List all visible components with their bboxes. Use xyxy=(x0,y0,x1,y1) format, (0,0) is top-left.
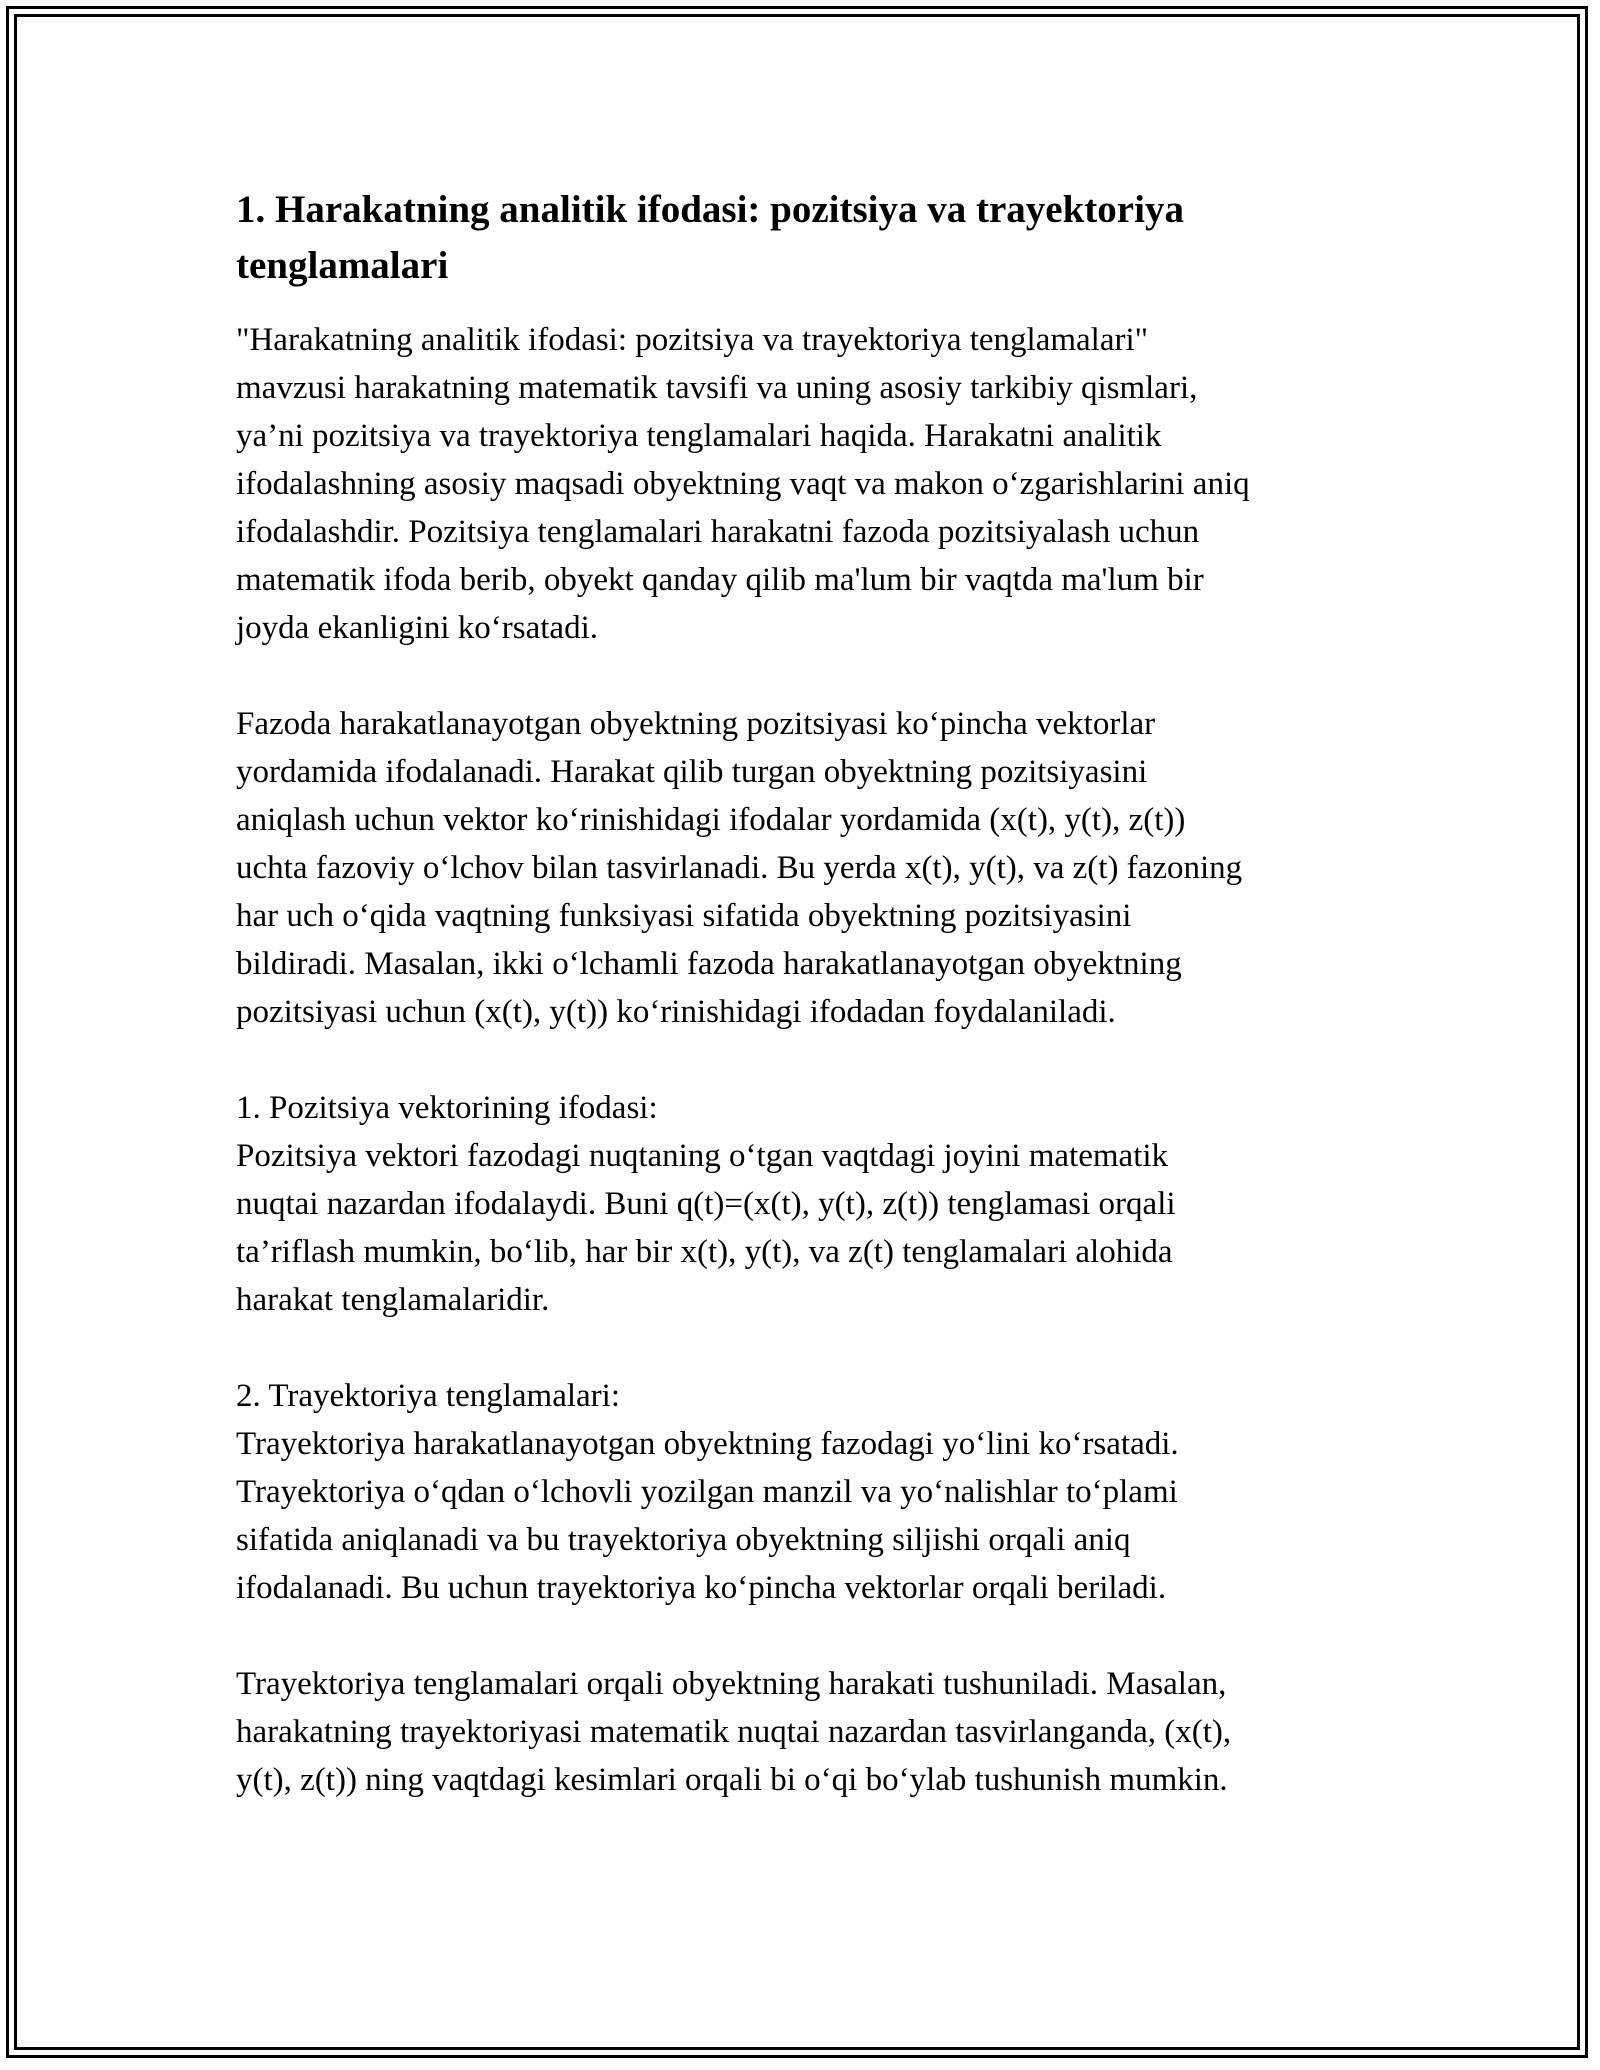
list-item-trajectory-equations xyxy=(236,1372,1376,1612)
list-item-heading: 2. Trayektoriya tenglamalari: xyxy=(236,1378,620,1414)
position-vector-paragraph: Fazoda harakatlanayotgan obyektning pozitsiyasi ko‘pincha vektorlar yordamida ifodalanadi. Harakat qilib turgan obyektning pozitsiyasini aniqlash uchun vektor ko‘rinishidagi ifodalar yordamida (x(t), y(t), z(t)) uchta fazoviy o‘lchov bilan tasvirlanadi. Bu yerda x(t), y(t), va z(t) fazoning har uch o‘qida vaqtning funksiyasi sifatida obyektning pozitsiyasini bildiradi. Masalan, ikki o‘lchamli fazoda harakatlanayotgan obyektning pozitsiyasi uchun (x(t), y(t)) ko‘rinishidagi ifodadan foydalaniladi. xyxy=(236,706,1243,1030)
document-title: 1. Harakatning analitik ifodasi: pozitsiya va trayektoriya tenglamalari xyxy=(236,188,1184,287)
intro-paragraph: "Harakatning analitik ifodasi: pozitsiya va trayektoriya tenglamalari" mavzusi harakatning matematik tavsifi va uning asosiy tarkibiy qismlari, ya’ni pozitsiya va trayektoriya tenglamalari haqida. Harakatni analitik ifodalashning asosiy maqsadi obyektning vaqt va makon o‘zgarishlarini aniq ifodalashdir. Pozitsiya tenglamalari harakatni fazoda pozitsiyalash uchun matematik ifoda berib, obyekt qanday qilib ma'lum bir vaqtda ma'lum bir joyda ekanligini ko‘rsatadi. xyxy=(236,322,1250,646)
list-item-body: Trayektoriya harakatlanayotgan obyektning fazodagi yo‘lini ko‘rsatadi. Trayektoriya o‘qdan o‘lchovli yozilgan manzil va yo‘nalishlar to‘plami sifatida aniqlanadi va bu trayektoriya obyektning siljishi orqali aniq ifodalanadi. Bu uchun trayektoriya ko‘pincha vektorlar orqali beriladi. xyxy=(236,1426,1179,1606)
list-item-body: Pozitsiya vektori fazodagi nuqtaning o‘tgan vaqtdagi joyini matematik nuqtai nazardan ifodalaydi. Buni q(t)=(x(t), y(t), z(t)) tenglamasi orqali ta’riflash mumkin, bo‘lib, har bir x(t), y(t), va z(t) tenglamalari alohida harakat tenglamalaridir. xyxy=(236,1138,1176,1318)
list-item-heading: 1. Pozitsiya vektorining ifodasi: xyxy=(236,1090,658,1126)
conclusion-paragraph: Trayektoriya tenglamalari orqali obyektning harakati tushuniladi. Masalan, harakatning trayektoriyasi matematik nuqtai nazardan tasvirlanganda, (x(t), y(t), z(t)) ning vaqtdagi kesimlari orqali bi o‘qi bo‘ylab tushunish mumkin. xyxy=(236,1666,1232,1798)
document-body xyxy=(236,182,1376,1852)
list-item-position-vector xyxy=(236,1084,1376,1324)
